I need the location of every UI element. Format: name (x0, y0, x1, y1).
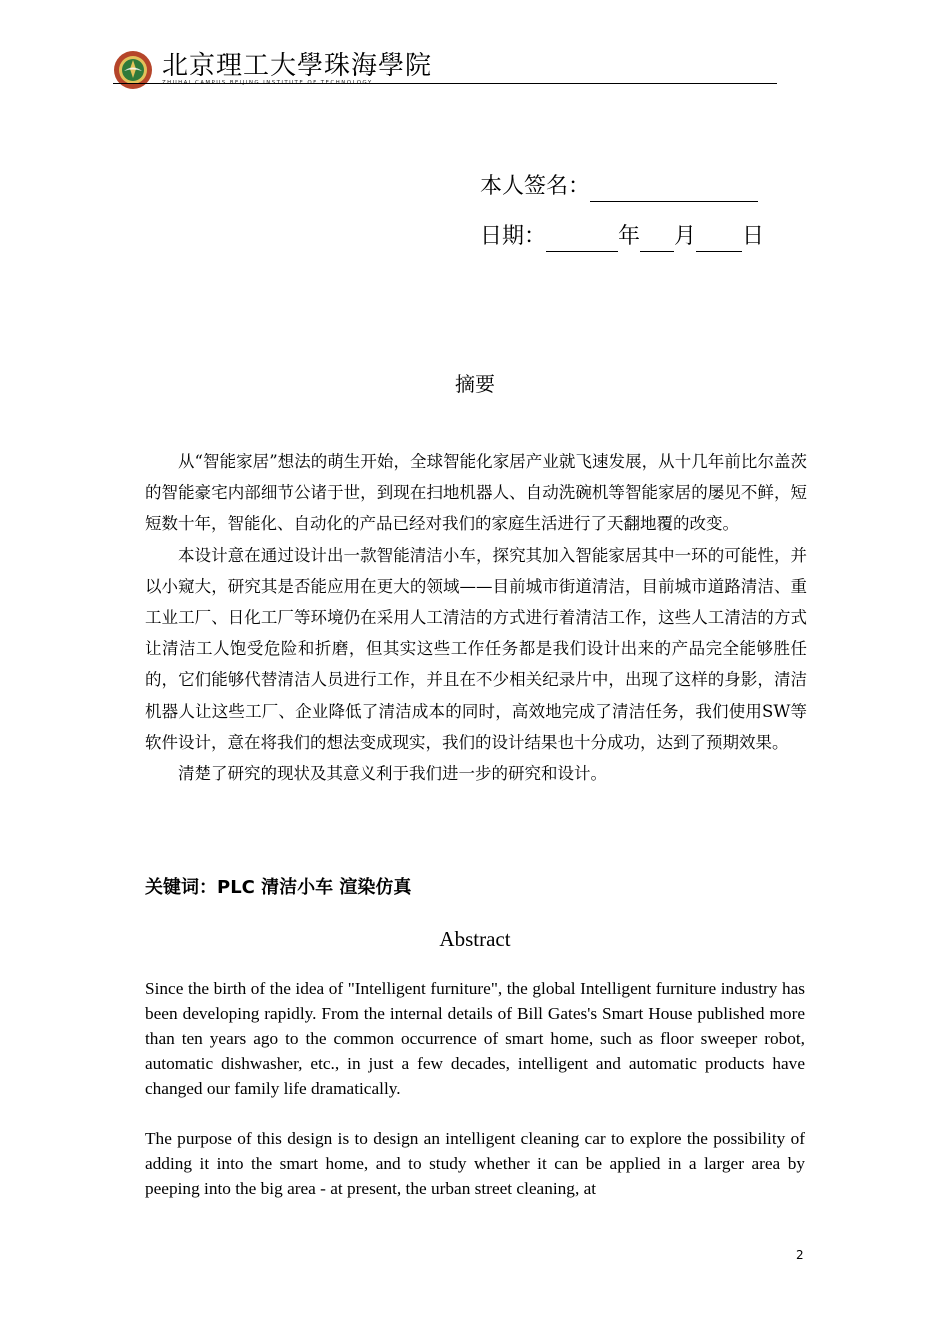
abstract-cn-heading: 摘要 (455, 372, 495, 396)
abstract-en-heading: Abstract (439, 927, 511, 951)
year-blank[interactable] (546, 227, 618, 252)
day-label: 日 (742, 224, 765, 249)
keywords: 关键词：PLC 清洁小车 渲染仿真 (145, 877, 412, 898)
header-divider (113, 83, 777, 84)
year-label: 年 (618, 224, 641, 249)
date-label: 日期： (480, 224, 547, 249)
signature-line (480, 172, 758, 202)
month-blank[interactable] (640, 227, 674, 252)
abstract-cn-paragraph: 清楚了研究的现状及其意义利于我们进一步的研究和设计。 (178, 764, 607, 784)
abstract-en-paragraph: The purpose of this design is to design an intelligent cleaning car to explore the possibility of adding it into the smart home, and to study whether it can be applied in a larger area by peeping into the big area - at present, the urban street cleaning, at (145, 1129, 805, 1198)
signature-label: 本人签名： (480, 174, 591, 199)
date-line (480, 222, 764, 252)
university-logo (113, 50, 153, 90)
abstract-en-paragraph: Since the birth of the idea of "Intelligent furniture", the global Intelligent furniture industry has been developing rapidly. From the internal details of Bill Gates's Smart House published more than ten years ago to the common occurrence of smart home, such as floor sweeper robot, automatic dishwasher, etc., in just a few decades, intelligent and automatic products have changed our family life dramatically. (145, 979, 805, 1098)
abstract-cn-paragraph: 从“智能家居”想法的萌生开始，全球智能化家居产业就飞速发展，从十几年前比尔盖茨的智能豪宅内部细节公诸于世，到现在扫地机器人、自动洗碗机等智能家居的屡见不鲜，短短数十年，智能化、自动化的产品已经对我们的家庭生活进行了天翻地覆的改变。 (145, 452, 807, 534)
abstract-cn-paragraph: 本设计意在通过设计出一款智能清洁小车，探究其加入智能家居其中一环的可能性，并以小窥大，研究其是否能应用在更大的领域——目前城市街道清洁，目前城市道路清洁、重工业工厂、日化工厂等环境仍在采用人工清洁的方式进行着清洁工作，这些人工清洁的方式让清洁工人饱受危险和折磨，但其实这些工作任务都是我们设计出来的产品完全能够胜任的，它们能够代替清洁人员进行工作，并且在不少相关纪录片中，出现了这样的身影，清洁机器人让这些工厂、企业降低了清洁成本的同时，高效地完成了清洁任务，我们使用SW等软件设计，意在将我们的想法变成现实，我们的设计结果也十分成功，达到了预期效果。 (145, 545, 807, 752)
abstract-en-body (145, 976, 805, 1226)
abstract-cn-body (145, 446, 807, 789)
page-number: 2 (796, 1248, 804, 1262)
institution-name: 北京理工大學珠海學院 (162, 51, 433, 81)
month-label: 月 (674, 224, 697, 249)
day-blank[interactable] (696, 227, 742, 252)
signature-blank[interactable] (590, 177, 758, 202)
